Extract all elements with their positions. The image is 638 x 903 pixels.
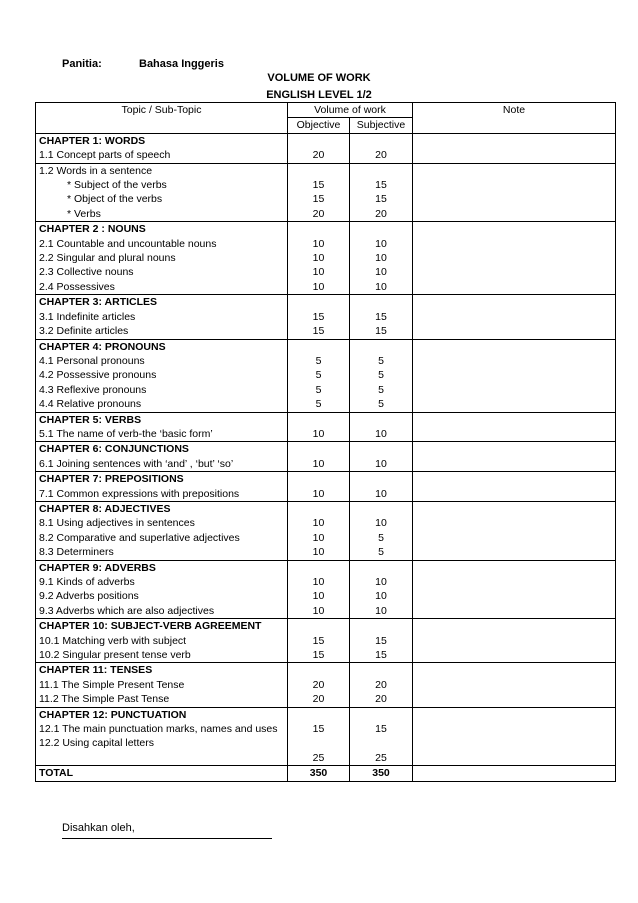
subjective-value: 5 <box>378 383 384 396</box>
objective-value: 15 <box>312 634 325 647</box>
subjective-value: 10 <box>375 252 387 265</box>
chapter-topic-cell <box>36 560 288 619</box>
subtopic-label: 4.1 Personal pronouns <box>39 354 145 367</box>
objective-value: 10 <box>312 546 325 559</box>
subjective-value: 15 <box>375 649 387 662</box>
subjective-value: 10 <box>375 604 387 617</box>
col-note-header: Note <box>413 103 616 134</box>
chapter-title: CHAPTER 7: PREPOSITIONS <box>39 473 184 486</box>
chapter-objective-cell <box>288 501 350 560</box>
subjective-value: 15 <box>375 723 387 736</box>
approval-label: Disahkan oleh, <box>62 822 135 834</box>
chapter-topic-cell <box>36 442 288 472</box>
col-volume-header: Volume of work <box>288 103 413 118</box>
subtopic-label: 2.3 Collective nouns <box>39 266 134 279</box>
chapter-row <box>36 163 616 222</box>
chapter-note-cell <box>413 133 616 163</box>
subtopic-label: 2.2 Singular and plural nouns <box>39 252 176 265</box>
chapter-subjective-cell <box>350 560 413 619</box>
subtopic-label: 1.1 Concept parts of speech <box>39 149 171 162</box>
chapter-subjective-cell <box>350 412 413 442</box>
chapter-row <box>36 501 616 560</box>
chapter-objective-cell <box>288 163 350 222</box>
chapter-title: CHAPTER 8: ADJECTIVES <box>39 502 171 515</box>
col-topic-header: Topic / Sub-Topic <box>36 103 288 134</box>
subtopic-label: 8.3 Determiners <box>39 546 114 559</box>
subjective-value: 5 <box>378 398 384 411</box>
objective-value: 15 <box>312 310 325 323</box>
subtopic-label: 2.4 Possessives <box>39 280 115 293</box>
subjective-value: 5 <box>378 369 384 382</box>
objective-value: 5 <box>315 354 322 367</box>
subjective-value: 20 <box>375 693 387 706</box>
objective-value: 10 <box>312 266 325 279</box>
objective-value: 20 <box>312 693 325 706</box>
subjective-value: 5 <box>378 354 384 367</box>
chapter-subjective-cell <box>350 339 413 412</box>
subtopic-label: * Verbs <box>67 207 101 220</box>
subtopic-label: 4.2 Possessive pronouns <box>39 369 157 382</box>
chapter-row <box>36 222 616 295</box>
chapter-note-cell <box>413 339 616 412</box>
subjective-value: 10 <box>375 487 387 500</box>
chapter-topic-cell <box>36 133 288 163</box>
objective-value: 5 <box>315 383 322 396</box>
chapter-topic-cell <box>36 163 288 222</box>
objective-value: 15 <box>312 723 325 736</box>
chapter-title: CHAPTER 11: TENSES <box>39 664 153 677</box>
objective-value: 15 <box>312 649 325 662</box>
chapter-title: CHAPTER 6: CONJUNCTIONS <box>39 443 189 456</box>
total-objective: 350 <box>288 766 350 781</box>
subjective-value: 10 <box>375 237 387 250</box>
objective-value: 20 <box>312 149 325 162</box>
objective-value: 15 <box>312 193 325 206</box>
objective-value: 10 <box>312 576 325 588</box>
subtopic-label: 12.1 The main punctuation marks, names and uses <box>39 723 278 736</box>
chapter-objective-cell <box>288 663 350 707</box>
chapter-topic-cell <box>36 707 288 766</box>
chapter-row <box>36 707 616 766</box>
objective-value: 10 <box>312 604 325 617</box>
chapter-note-cell <box>413 163 616 222</box>
chapter-objective-cell <box>288 560 350 619</box>
subtopic-label: 8.1 Using adjectives in sentences <box>39 517 195 530</box>
chapter-subjective-cell <box>350 472 413 502</box>
objective-value: 10 <box>312 427 325 440</box>
panitia-value: Bahasa Inggeris <box>139 58 224 70</box>
chapter-row <box>36 339 616 412</box>
chapter-title: CHAPTER 3: ARTICLES <box>39 296 158 309</box>
subjective-value: 10 <box>375 427 387 440</box>
chapter-note-cell <box>413 222 616 295</box>
chapter-note-cell <box>413 707 616 766</box>
chapter-note-cell <box>413 295 616 339</box>
subjective-value: 15 <box>375 193 387 206</box>
chapter-subjective-cell <box>350 442 413 472</box>
objective-value: 10 <box>312 487 325 500</box>
chapter-note-cell <box>413 472 616 502</box>
chapter-subjective-cell <box>350 663 413 707</box>
chapter-title: CHAPTER 9: ADVERBS <box>39 561 156 574</box>
subtopic-label: 6.1 Joining sentences with ‘and’ , ‘but’ ‘so’ <box>39 457 234 470</box>
subtopic-label: 4.4 Relative pronouns <box>39 398 142 411</box>
chapter-subjective-cell <box>350 501 413 560</box>
objective-value: 10 <box>312 237 325 250</box>
chapter-note-cell <box>413 560 616 619</box>
chapter-row <box>36 663 616 707</box>
chapter-objective-cell <box>288 707 350 766</box>
chapter-row <box>36 472 616 502</box>
subtopic-label: 5.1 The name of verb-the ‘basic form’ <box>39 427 213 440</box>
subjective-value: 10 <box>375 280 387 293</box>
subtopic-label: 11.2 The Simple Past Tense <box>39 693 170 706</box>
document-title: VOLUME OF WORK <box>267 72 371 84</box>
chapter-subjective-cell <box>350 295 413 339</box>
subjective-value: 25 <box>375 751 387 764</box>
objective-value: 10 <box>312 531 325 544</box>
subjective-value: 10 <box>375 266 387 279</box>
subjective-value: 10 <box>375 590 387 603</box>
subjective-value: 5 <box>378 546 384 559</box>
chapter-objective-cell <box>288 222 350 295</box>
chapter-topic-cell <box>36 619 288 663</box>
chapter-title: CHAPTER 12: PUNCTUATION <box>39 708 187 721</box>
subjective-value: 20 <box>375 149 387 162</box>
subtopic-label: 9.3 Adverbs which are also adjectives <box>39 604 215 617</box>
table-header-row <box>36 103 616 118</box>
total-label: TOTAL <box>36 766 288 781</box>
document-subtitle: ENGLISH LEVEL 1/2 <box>266 89 372 101</box>
subtopic-label: 3.2 Definite articles <box>39 325 129 338</box>
objective-value: 5 <box>315 369 322 382</box>
col-objective-header: Objective <box>288 118 350 133</box>
subjective-value: 15 <box>375 634 387 647</box>
chapter-topic-cell <box>36 222 288 295</box>
chapter-row <box>36 133 616 163</box>
chapter-subjective-cell <box>350 133 413 163</box>
signature-line <box>62 838 272 839</box>
chapter-title: CHAPTER 1: WORDS <box>39 134 146 147</box>
chapter-note-cell <box>413 663 616 707</box>
chapter-row <box>36 619 616 663</box>
objective-value: 20 <box>312 678 325 691</box>
chapter-topic-cell <box>36 663 288 707</box>
objective-value: 25 <box>312 751 325 764</box>
subjective-value: 10 <box>375 576 387 588</box>
chapter-objective-cell <box>288 442 350 472</box>
objective-value: 5 <box>315 398 322 411</box>
chapter-topic-cell <box>36 295 288 339</box>
chapter-title: CHAPTER 4: PRONOUNS <box>39 340 166 353</box>
objective-value: 10 <box>312 280 325 293</box>
chapter-note-cell <box>413 619 616 663</box>
volume-of-work-table <box>35 102 616 782</box>
subtopic-label: 3.1 Indefinite articles <box>39 310 136 323</box>
chapter-title: CHAPTER 2 : NOUNS <box>39 223 146 236</box>
subjective-value: 5 <box>378 531 384 544</box>
subjective-value: 15 <box>375 179 387 192</box>
objective-value: 10 <box>312 252 325 265</box>
objective-value: 10 <box>312 457 325 470</box>
total-row <box>36 766 616 781</box>
subjective-value: 20 <box>375 678 387 691</box>
chapter-objective-cell <box>288 295 350 339</box>
chapter-row <box>36 412 616 442</box>
col-subjective-header: Subjective <box>350 118 413 133</box>
subtopic-label: 4.3 Reflexive pronouns <box>39 383 147 396</box>
chapter-objective-cell <box>288 412 350 442</box>
chapter-objective-cell <box>288 472 350 502</box>
subtopic-label: 10.2 Singular present tense verb <box>39 649 191 662</box>
chapter-objective-cell <box>288 339 350 412</box>
chapter-topic-cell <box>36 412 288 442</box>
chapter-note-cell <box>413 442 616 472</box>
panitia-label: Panitia: <box>62 58 102 70</box>
subjective-value: 15 <box>375 325 387 338</box>
chapter-row <box>36 442 616 472</box>
subtopic-label: 1.2 Words in a sentence <box>39 164 153 177</box>
subtopic-label: 8.2 Comparative and superlative adjectives <box>39 531 240 544</box>
chapter-title: CHAPTER 5: VERBS <box>39 413 142 426</box>
chapter-topic-cell <box>36 501 288 560</box>
objective-value: 15 <box>312 325 325 338</box>
subtopic-label: 7.1 Common expressions with prepositions <box>39 487 240 500</box>
chapter-row <box>36 295 616 339</box>
objective-value: 10 <box>312 590 325 603</box>
objective-value: 10 <box>312 517 325 530</box>
subjective-value: 20 <box>375 207 387 220</box>
subjective-value: 15 <box>375 310 387 323</box>
subjective-value: 10 <box>375 457 387 470</box>
subtopic-label: * Subject of the verbs <box>67 179 167 192</box>
subjective-value: 10 <box>375 517 387 530</box>
objective-value: 20 <box>312 207 325 220</box>
chapter-title: CHAPTER 10: SUBJECT-VERB AGREEMENT <box>39 620 262 633</box>
total-subjective: 350 <box>350 766 413 781</box>
subjective-value <box>353 164 409 178</box>
chapter-objective-cell <box>288 133 350 163</box>
objective-value: 15 <box>312 179 325 192</box>
subtopic-label: 2.1 Countable and uncountable nouns <box>39 237 217 250</box>
chapter-objective-cell <box>288 619 350 663</box>
chapter-subjective-cell <box>350 707 413 766</box>
chapter-note-cell <box>413 501 616 560</box>
subtopic-label: 11.1 The Simple Present Tense <box>39 678 185 691</box>
chapter-note-cell <box>413 412 616 442</box>
chapter-subjective-cell <box>350 222 413 295</box>
objective-value <box>291 164 346 178</box>
subtopic-label: * Object of the verbs <box>67 193 163 206</box>
chapter-topic-cell <box>36 472 288 502</box>
subtopic-label: 9.2 Adverbs positions <box>39 590 139 603</box>
chapter-row <box>36 560 616 619</box>
chapter-topic-cell <box>36 339 288 412</box>
chapter-subjective-cell <box>350 163 413 222</box>
subtopic-label: 9.1 Kinds of adverbs <box>39 576 135 588</box>
total-note <box>413 766 616 781</box>
chapter-subjective-cell <box>350 619 413 663</box>
subtopic-label: 10.1 Matching verb with subject <box>39 634 187 647</box>
subtopic-label: 12.2 Using capital letters <box>39 737 154 750</box>
